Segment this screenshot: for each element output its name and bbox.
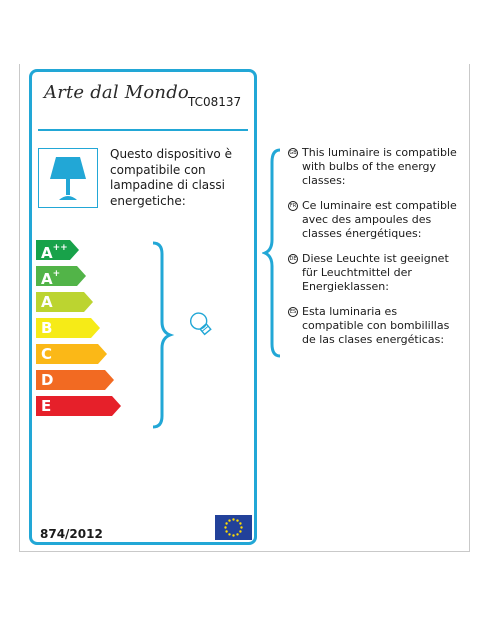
energy-class-label: A+ xyxy=(41,269,61,288)
eu-star xyxy=(232,534,234,536)
language-item-es xyxy=(285,305,460,347)
eu-star xyxy=(228,519,230,521)
language-text: Diese Leuchte ist geeignet für Leuchtmittel der Energieklassen: xyxy=(302,252,449,293)
energy-class-label: B xyxy=(41,319,53,337)
energy-class-label: A xyxy=(41,293,53,311)
energy-class-label: E xyxy=(41,397,52,415)
language-code-badge: DE xyxy=(289,256,297,262)
language-bracket xyxy=(262,148,284,358)
label-divider xyxy=(38,129,248,131)
eu-star xyxy=(239,522,241,524)
eu-star xyxy=(236,519,238,521)
language-text: Ce luminaire est compatible avec des ampoules des classes énergétiques: xyxy=(302,199,457,240)
compatibility-text-it: Questo dispositivo è compatibile con lampadine di classi energetiche: xyxy=(110,147,232,208)
language-list xyxy=(285,146,460,358)
eu-star xyxy=(236,533,238,535)
language-text: This luminaire is compatible with bulbs of the energy classes: xyxy=(302,146,457,187)
language-item-de xyxy=(285,252,460,294)
light-bulb-icon xyxy=(187,310,213,337)
brand-logo: Arte dal Mondo xyxy=(44,82,189,103)
language-item-gb xyxy=(285,146,460,188)
energy-class-label: D xyxy=(41,371,54,389)
language-code-badge: FR xyxy=(289,203,297,209)
language-item-fr xyxy=(285,199,460,241)
table-lamp-icon xyxy=(38,148,98,208)
eu-flag-icon xyxy=(215,515,252,540)
regulation-number: 874/2012 xyxy=(40,527,103,541)
eu-star xyxy=(225,530,227,532)
eu-star xyxy=(240,526,242,528)
language-code-badge: GB xyxy=(289,150,297,156)
language-text: Esta luminaria es compatible con bombilillas de las clases energéticas: xyxy=(302,305,450,346)
energy-label xyxy=(29,69,257,545)
class-bracket xyxy=(150,240,225,430)
eu-star xyxy=(225,522,227,524)
eu-star xyxy=(228,533,230,535)
eu-star xyxy=(232,518,234,520)
energy-class-label: C xyxy=(41,345,53,363)
energy-class-label: A++ xyxy=(41,243,68,262)
model-number: TC08137 xyxy=(188,95,242,109)
eu-star xyxy=(224,526,226,528)
language-code-badge: ES xyxy=(289,309,297,315)
eu-star xyxy=(239,530,241,532)
